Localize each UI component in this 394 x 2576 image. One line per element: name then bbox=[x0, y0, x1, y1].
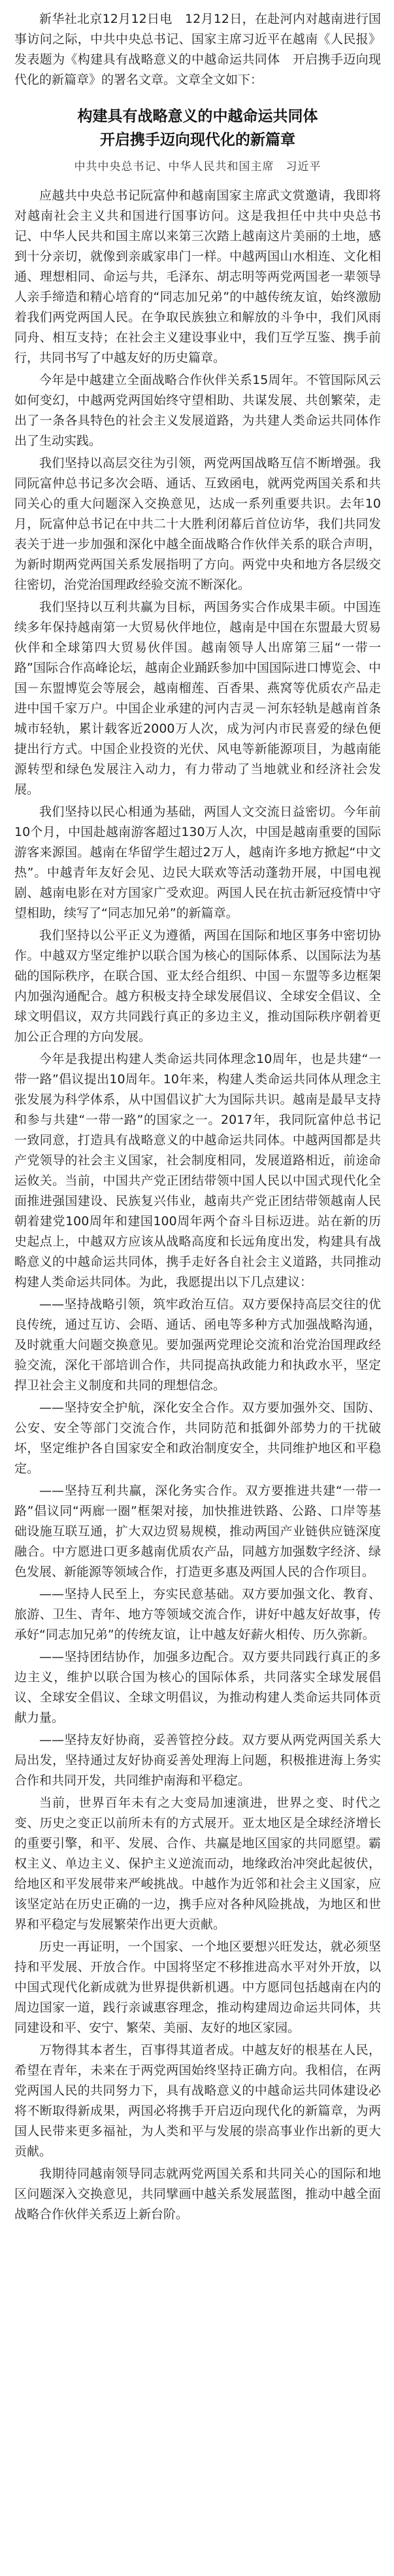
article-byline: 中共中央总书记、中华人民共和国主席 习近平 bbox=[74, 160, 321, 173]
article-paragraph: 我期待同越南领导同志就两党两国关系和共同关心的国际和地区问题深入交换意见，共同擘画中越关系发展蓝图，推动中越全面战略合作伙伴关系迈上新台阶。 bbox=[14, 2167, 381, 2221]
article-paragraph: 我们坚持以高层交往为引领，两党两国战略互信不断增强。我同阮富仲总书记多次会晤、通话、互致函电，就两党两国关系和共同关心的重大问题深入交换意见，达成一系列重要共识。去年10月，阮富仲总书记在中共二十大胜利闭幕后首位访华，我们共同发表关于进一步加强和深化中越全面战略合作伙伴关系的联合声明，为新时期两党两国关系发展指明了方向。两党中央和地方各层级交往密切，治党治国理政经验交流不断深化。 bbox=[14, 456, 381, 592]
article-paragraph: 今年是我提出构建人类命运共同体理念10周年，也是共建“一带一路”倡议提出10周年。10年来，构建人类命运共同体从理念主张发展为科学体系，从中国倡议扩大为国际共识。越南是最早支持和参与共建“一带一路”的国家之一。2017年，我同阮富仲总书记一致同意，打造具有战略意义的中越命运共同体。中越两国都是共产党领导的社会主义国家，社会制度相同，发展道路相近，前途命运攸关。当前，中国共产党正团结带领中国人民以中国式现代化全面推进强国建设、民族复兴伟业，越南共产党正团结带领越南人民朝着建党100周年和建国100周年两个奋斗目标迈进。站在新的历史起点上，中越双方应该从战略高度和长远角度出发，构建具有战略意义的中越命运共同体，携手走好各自社会主义道路，共同推动构建人类命运共同体。为此，我愿提出以下几点建议： bbox=[14, 1052, 381, 1289]
article-bullet-paragraph: ——坚持人民至上，夯实民意基础。双方要加强文化、教育、旅游、卫生、青年、地方等领域交流合作，讲好中越友好故事，传承好“同志加兄弟”的传统友谊，让中越友好薪火相传、历久弥新。 bbox=[14, 1587, 381, 1642]
article-bullet-paragraph: ——坚持友好协商，妥善管控分歧。双方要从两党两国关系大局出发，坚持通过友好协商妥善处理海上问题，积极推进海上务实合作和共同开发，共同维护南海和平稳定。 bbox=[14, 1733, 381, 1788]
article-bullet-paragraph: ——坚持团结协作，加强多边配合。双方要共同践行真正的多边主义，维护以联合国为核心的国际体系，共同落实全球发展倡议、全球安全倡议、全球文明倡议，为推动构建人类命运共同体贡献力量。 bbox=[14, 1650, 381, 1725]
article-bullet-paragraph: ——坚持互利共赢，深化务实合作。双方要推进共建“一带一路”倡议同“两廊一圈”框架对接，加快推进铁路、公路、口岸等基础设施互联互通，扩大双边贸易规模，推动两国产业链供应链深度融合。中方愿进口更多越南优质农产品，同越方加强数字经济、绿色发展、新能源等领域合作，打造更多惠及两国人民的合作项目。 bbox=[14, 1484, 381, 1579]
article-bullet-paragraph: ——坚持安全护航，深化安全合作。双方要加强外交、国防、公安、安全等部门交流合作，共同防范和抵御外部势力的干扰破坏，坚定维护各自国家安全和政治制度安全，共同维护地区和平稳定。 bbox=[14, 1401, 381, 1476]
article-title-line-1: 构建具有战略意义的中越命运共同体 bbox=[77, 108, 318, 125]
article-body bbox=[14, 186, 381, 2225]
article-dateline: 新华社北京12月12日电 12月12日，在赴河内对越南进行国事访问之际，中共中央总书记、国家主席习近平在越南《人民报》发表题为《构建具有战略意义的中越命运共同体 开启携手迈向现代化的新篇章》的署名文章。文章全文如下： bbox=[14, 12, 381, 87]
article-paragraph: 今年是中越建立全面战略合作伙伴关系15周年。不管国际风云如何变幻，中越两党两国始终守望相助、共谋发展、共创繁荣，走出了一条各具特色的社会主义发展道路，为共建人类命运共同体作出了生动实践。 bbox=[14, 373, 381, 448]
article-paragraph: 我们坚持以公平正义为遵循，两国在国际和地区事务中密切协作。中越双方坚定维护以联合国为核心的国际体系、以国际法为基础的国际秩序，在联合国、亚太经合组织、中国－东盟等多边框架内加强沟通配合。越方积极支持全球发展倡议、全球安全倡议、全球文明倡议，双方共同践行真正的多边主义，推动国际秩序朝着更加公正合理的方向发展。 bbox=[14, 928, 381, 1044]
article-bullet-paragraph: ——坚持战略引领，筑牢政治互信。双方要保持高层交往的优良传统，通过互访、会晤、通话、函电等多种方式加强战略沟通，及时就重大问题交换意见。要加强两党理论交流和治党治国理政经验交流，深化干部培训合作，共同提高执政能力和执政水平，坚定捍卫社会主义制度和共同的理想信念。 bbox=[14, 1297, 381, 1393]
article-paragraph: 当前，世界百年未有之大变局加速演进，世界之变、时代之变、历史之变正以前所未有的方式展开。亚太地区是全球经济增长的重要引擎，和平、发展、合作、共赢是地区国家的共同愿望。霸权主义、单边主义、保护主义逆流而动，地缘政治冲突此起彼伏，给地区和平发展带来严峻挑战。中越作为近邻和社会主义国家，应该坚定站在历史正确的一边，携手应对各种风险挑战，为地区和世界和平稳定与发展繁荣作出更大贡献。 bbox=[14, 1796, 381, 1932]
article-paragraph: 应越共中央总书记阮富仲和越南国家主席武文赏邀请，我即将对越南社会主义共和国进行国事访问。这是我担任中共中央总书记、中华人民共和国主席以来第三次踏上越南这片美丽的土地，感到十分亲切，就像到亲戚家串门一样。中越两国山水相连、文化相通、理想相同、命运与共，毛泽东、胡志明等两党两国老一辈领导人亲手缔造和精心培育的“同志加兄弟”的中越传统友谊，始终激励着我们两党两国人民。在争取民族独立和解放的斗争中，我们风雨同舟、相互支持；在社会主义建设事业中，我们互学互鉴、携手前行，共同书写了中越友好的历史篇章。 bbox=[14, 188, 381, 365]
article-paragraph: 我们坚持以互利共赢为目标，两国务实合作成果丰硕。中国连续多年保持越南第一大贸易伙伴地位，越南是中国在东盟最大贸易伙伴和全球第四大贸易伙伴国。越南领导人出席第三届“一带一路”国际合作高峰论坛，越南企业踊跃参加中国国际进口博览会、中国－东盟博览会等展会，越南榴莲、百香果、燕窝等优质农产品走进中国千家万户。中国企业承建的河内吉灵－河东轻轨是越南首条城市轻轨，累计载客近2000万人次，成为河内市民喜爱的绿色便捷出行方式。中国企业投资的光伏、风电等新能源项目，为越南能源转型和绿色发展注入动力，有力带动了当地就业和经济社会发展。 bbox=[14, 600, 381, 797]
article-paragraph: 我们坚持以民心相通为基础，两国人文交流日益密切。今年前10个月，中国赴越南游客超过130万人次，中国是越南重要的国际游客来源国。越南在华留学生超过2万人，越南许多地方掀起“中文热”。中越青年友好会见、边民大联欢等活动蓬勃开展，中国电视剧、越南电影在对方国家广受欢迎。两国人民在抗击新冠疫情中守望相助，续写了“同志加兄弟”的新篇章。 bbox=[14, 805, 381, 920]
article-paragraph: 万物得其本者生，百事得其道者成。中越友好的根基在人民，希望在青年，未来在于两党两国始终坚持正确方向。我相信，在两党两国人民的共同努力下，具有战略意义的中越命运共同体建设必将不断取得新成果，两国必将携手开启迈向现代化的新篇章，为两国人民带来更多福祉，为人类和平与发展的崇高事业作出新的更大贡献。 bbox=[14, 2043, 381, 2159]
article-title-block bbox=[14, 105, 381, 177]
article-title-line-2: 开启携手迈向现代化的新篇章 bbox=[100, 131, 295, 148]
article-paragraph: 历史一再证明，一个国家、一个地区要想兴旺发达，就必须坚持和平发展、开放合作。中国将坚定不移推进高水平对外开放，以中国式现代化新成就为世界提供新机遇。中方愿同包括越南在内的周边国家一道，践行亲诚惠容理念，推动构建周边命运共同体，共同建设和平、安宁、繁荣、美丽、友好的地区家园。 bbox=[14, 1940, 381, 2035]
